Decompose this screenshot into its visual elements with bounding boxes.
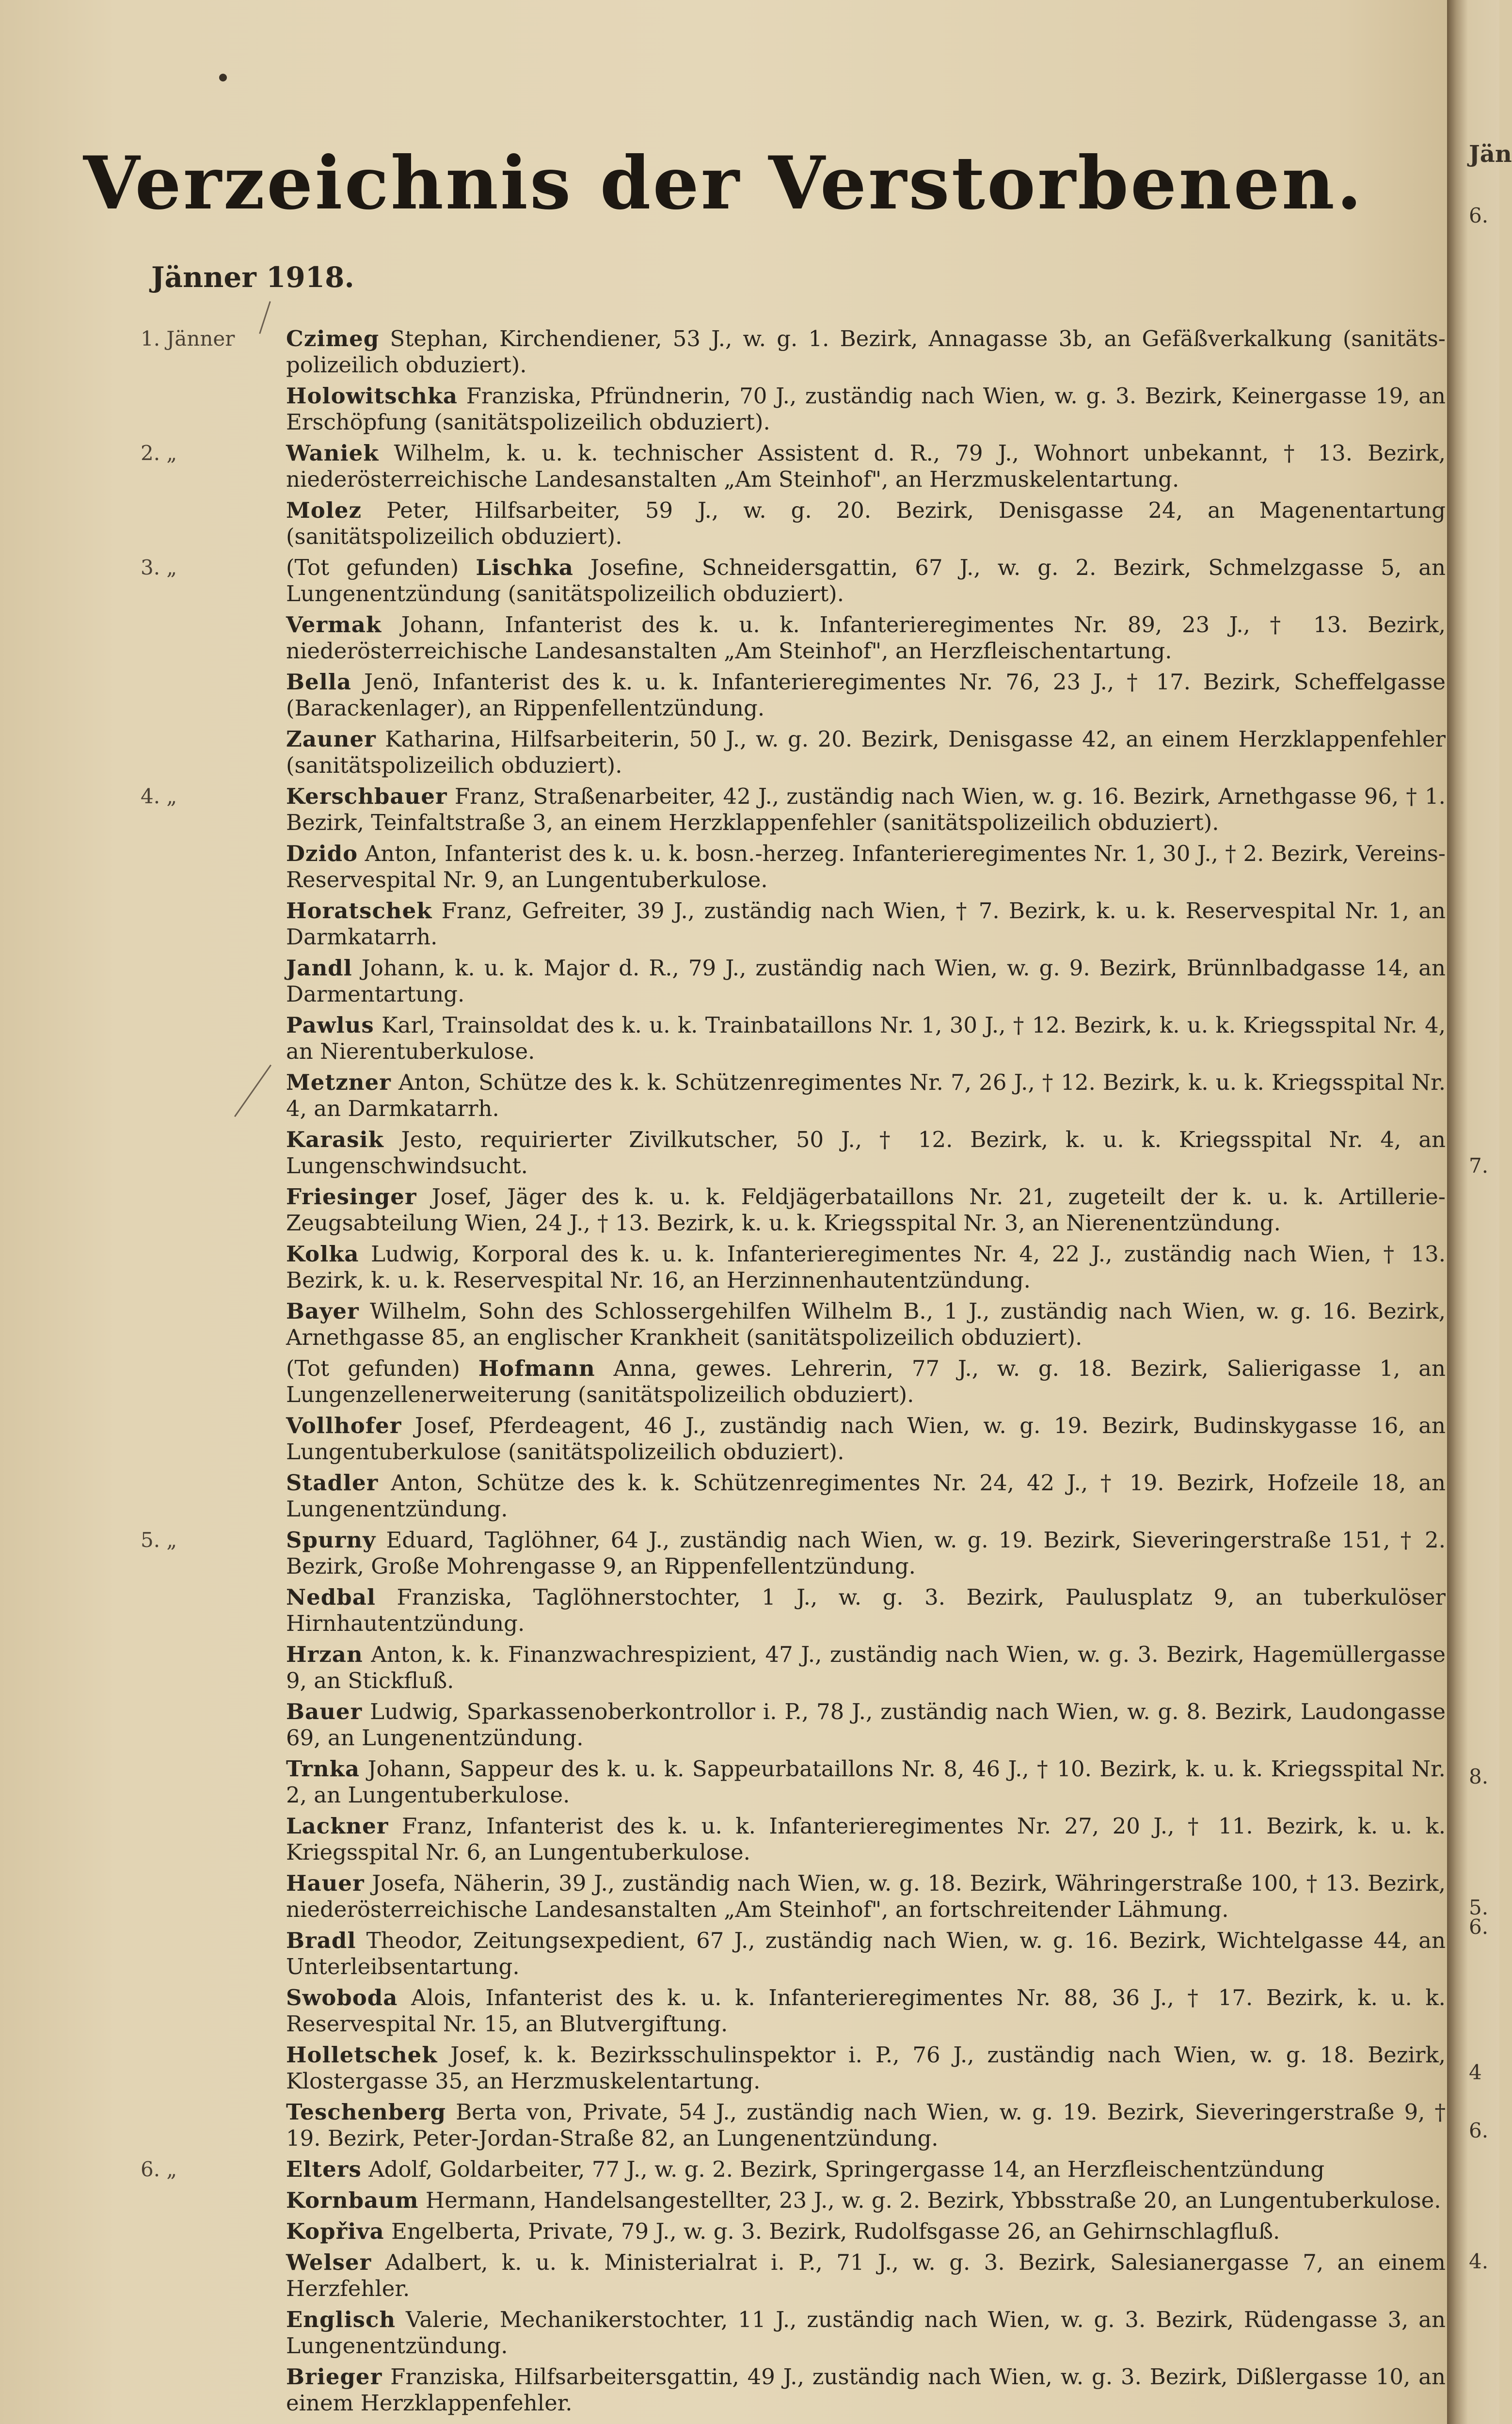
register-entry	[0, 1928, 1447, 1980]
entry-details: Theodor, Zeitungsexpedient, 67 J., zuständig nach Wien, w. g. 16. Bezirk, Wichtelgasse 44, an Unterleibsentartung.	[286, 1928, 1446, 1979]
next-page-fragment: 6.	[1469, 1915, 1489, 1939]
entry-text	[286, 2364, 1446, 2416]
register-entry	[0, 383, 1447, 435]
next-page-fragment: 4	[1469, 2060, 1482, 2084]
entry-details: Adalbert, k. u. k. Ministerialrat i. P., 71 J., w. g. 3. Bezirk, Salesianergasse 7, an einem Herzfehler.	[286, 2249, 1446, 2301]
entry-text	[286, 1527, 1446, 1579]
next-page-fragment: 5.	[1469, 1896, 1489, 1919]
deceased-name: Welser	[286, 2249, 372, 2275]
deceased-name: Metzner	[286, 1069, 391, 1095]
deceased-name: Molez	[286, 497, 362, 523]
entry-text	[286, 898, 1446, 950]
entry-text	[286, 1241, 1446, 1293]
entry-text	[286, 1870, 1446, 1923]
entry-details: Engelberta, Private, 79 J., w. g. 3. Bezirk, Rudolfsgasse 26, an Gehirnschlagfluß.	[391, 2218, 1280, 2244]
entry-text	[286, 1470, 1446, 1522]
register-entry	[0, 2156, 1447, 2183]
entry-text	[286, 1928, 1446, 1980]
entry-details: Eduard, Taglöhner, 64 J., zuständig nach Wien, w. g. 19. Bezirk, Sieveringerstraße 151, † 2. Bezirk, Große Mohrengasse 9, an Rippenfellentzündung.	[286, 1527, 1446, 1579]
entry-details: Valerie, Mechanikerstochter, 11 J., zuständig nach Wien, w. g. 3. Bezirk, Rüdengasse 3, an Lungenentzündung.	[286, 2307, 1446, 2359]
deceased-name: Holletschek	[286, 2042, 438, 2068]
entry-text	[286, 2187, 1446, 2214]
register-entry	[0, 1642, 1447, 1694]
next-page-fragment: Jän	[1469, 141, 1512, 168]
next-page-fragment: 6.	[1469, 2119, 1489, 2142]
entry-date: 3. „	[141, 556, 177, 579]
entry-text	[286, 1012, 1446, 1065]
deceased-name: Englisch	[286, 2307, 396, 2332]
next-page-fragment: 6.	[1469, 204, 1489, 227]
deceased-name: Kolka	[286, 1241, 359, 1267]
entry-details: Franz, Straßenarbeiter, 42 J., zuständig nach Wien, w. g. 16. Bezirk, Arnethgasse 96, † 1. Bezirk, Teinfaltstraße 3, an einem Herzklappenfehler (sanitätspolizeilich obduziert).	[286, 783, 1446, 835]
register-entry	[0, 612, 1447, 664]
deceased-name: Bradl	[286, 1928, 356, 1953]
entry-details: Josefine, Schneidersgattin, 67 J., w. g. 2. Bezirk, Schmelzgasse 5, an Lungenentzündung (sanitätspolizeilich obduziert).	[286, 555, 1446, 606]
entry-date: 4. „	[141, 784, 177, 808]
entry-prefix: (Tot gefunden)	[286, 1356, 460, 1381]
deceased-name: Vermak	[286, 612, 382, 638]
entry-text	[286, 1756, 1446, 1808]
register-entry	[0, 1699, 1447, 1751]
register-entry	[0, 1870, 1447, 1923]
entry-details: Anton, k. k. Finanzwachrespizient, 47 J., zuständig nach Wien, w. g. 3. Bezirk, Hagemüllergasse 9, an Stickfluß.	[286, 1642, 1446, 1693]
register-entry	[0, 497, 1447, 550]
entry-text	[286, 555, 1446, 607]
entry-text	[286, 783, 1446, 836]
entry-text	[286, 1413, 1446, 1465]
deceased-name: Holowitschka	[286, 383, 458, 409]
entry-details: Anton, Schütze des k. k. Schützenregimentes Nr. 7, 26 J., † 12. Bezirk, k. u. k. Kriegsspital Nr. 4, an Darmkatarrh.	[286, 1069, 1446, 1121]
deceased-name: Bella	[286, 669, 352, 695]
register-entry	[0, 2364, 1447, 2416]
entry-details: Ludwig, Sparkassenoberkontrollor i. P., 78 J., zuständig nach Wien, w. g. 8. Bezirk, Laudongasse 69, an Lungenentzündung.	[286, 1699, 1446, 1751]
register-entry	[0, 1184, 1447, 1236]
entry-text	[286, 1356, 1446, 1408]
deceased-name: Spurny	[286, 1527, 376, 1553]
entry-details: Josef, Jäger des k. u. k. Feldjägerbataillons Nr. 21, zugeteilt der k. u. k. Artillerie-Zeugsabteilung Wien, 24 J., † 13. Bezirk, k. u. k. Kriegsspital Nr. 3, an Nierenentzündung.	[286, 1184, 1446, 1236]
register-entry	[0, 326, 1447, 378]
entry-details: Johann, Sappeur des k. u. k. Sappeurbataillons Nr. 8, 46 J., † 10. Bezirk, k. u. k. Kriegsspital Nr. 2, an Lungentuberkulose.	[286, 1756, 1446, 1808]
register-entry	[0, 1012, 1447, 1065]
entry-text	[286, 1069, 1446, 1122]
entry-details: Franziska, Taglöhnerstochter, 1 J., w. g. 3. Bezirk, Paulusplatz 9, an tuberkulöser Hirnhautentzündung.	[286, 1584, 1446, 1636]
death-register-list	[0, 326, 1447, 2421]
deceased-name: Dzido	[286, 841, 358, 866]
register-entry	[0, 1813, 1447, 1866]
register-entry	[0, 2187, 1447, 2214]
deceased-name: Horatschek	[286, 898, 432, 924]
deceased-name: Lackner	[286, 1813, 389, 1839]
deceased-name: Karasik	[286, 1127, 384, 1152]
register-entry	[0, 2249, 1447, 2302]
entry-text	[286, 612, 1446, 664]
register-entry	[0, 1985, 1447, 2037]
register-entry	[0, 440, 1447, 493]
register-entry	[0, 898, 1447, 950]
entry-details: Katharina, Hilfsarbeiterin, 50 J., w. g. 20. Bezirk, Denisgasse 42, an einem Herzklappenfehler (sanitätspolizeilich obduziert).	[286, 726, 1446, 778]
entry-details: Franziska, Hilfsarbeitersgattin, 49 J., zuständig nach Wien, w. g. 3. Bezirk, Dißlergasse 10, an einem Herzklappenfehler.	[286, 2364, 1446, 2416]
deceased-name: Kornbaum	[286, 2187, 419, 2213]
deceased-name: Elters	[286, 2156, 362, 2182]
entry-details: Hermann, Handelsangestellter, 23 J., w. g. 2. Bezirk, Ybbsstraße 20, an Lungentuberkulose.	[425, 2187, 1441, 2213]
entry-text	[286, 1298, 1446, 1351]
deceased-name: Kerschbauer	[286, 783, 447, 809]
next-page-fragment: 7.	[1469, 1154, 1489, 1178]
entry-text	[286, 497, 1446, 550]
entry-details: Ludwig, Korporal des k. u. k. Infanterieregimentes Nr. 4, 22 J., zuständig nach Wien, † 13. Bezirk, k. u. k. Reservespital Nr. 16, an Herzinnenhautentzündung.	[286, 1241, 1446, 1293]
month-heading: Jänner 1918.	[151, 261, 354, 294]
register-entry	[0, 1584, 1447, 1637]
entry-text	[286, 383, 1446, 435]
deceased-name: Teschenberg	[286, 2099, 446, 2125]
deceased-name: Bayer	[286, 1298, 359, 1324]
entry-details: Wilhelm, k. u. k. technischer Assistent d. R., 79 J., Wohnort unbekannt, † 13. Bezirk, niederösterreichische Landesanstalten „Am Steinhof", an Herzmuskelentartung.	[286, 440, 1446, 492]
entry-date: 6. „	[141, 2157, 177, 2181]
deceased-name: Zauner	[286, 726, 376, 752]
next-page-edge	[1454, 0, 1512, 2424]
register-entry	[0, 2307, 1447, 2359]
register-entry	[0, 1527, 1447, 1579]
register-entry	[0, 1413, 1447, 1465]
register-entry	[0, 1470, 1447, 1522]
register-entry	[0, 1241, 1447, 1293]
entry-text	[286, 726, 1446, 779]
entry-text	[286, 2099, 1446, 2152]
deceased-name: Kopřiva	[286, 2218, 384, 2244]
entry-details: Anton, Infanterist des k. u. k. bosn.-herzeg. Infanterieregimentes Nr. 1, 30 J., † 2. Bezirk, Vereins-Reservespital Nr. 9, an Lungentuberkulose.	[286, 841, 1446, 893]
register-entry	[0, 2042, 1447, 2094]
entry-details: Josef, Pferdeagent, 46 J., zuständig nach Wien, w. g. 19. Bezirk, Budinskygasse 16, an Lungentuberkulose (sanitätspolizeilich obduziert).	[286, 1413, 1446, 1465]
entry-details: Alois, Infanterist des k. u. k. Infanterieregimentes Nr. 88, 36 J., † 17. Bezirk, k. u. k. Reservespital Nr. 15, an Blutvergiftung.	[286, 1985, 1446, 2037]
register-entry	[0, 669, 1447, 721]
entry-text	[286, 1642, 1446, 1694]
deceased-name: Hofmann	[478, 1356, 595, 1381]
entry-details: Anna, gewes. Lehrerin, 77 J., w. g. 18. Bezirk, Salierigasse 1, an Lungenzellenerweiterung (sanitätspolizeilich obduziert).	[286, 1356, 1446, 1407]
deceased-name: Hauer	[286, 1870, 365, 1896]
entry-text	[286, 955, 1446, 1007]
entry-details: Johann, Infanterist des k. u. k. Infanterieregimentes Nr. 89, 23 J., † 13. Bezirk, niederösterreichische Landesanstalten „Am Steinhof", an Herzfleischentartung.	[286, 612, 1446, 664]
deceased-name: Trnka	[286, 1756, 360, 1782]
entry-details: Franziska, Pfründnerin, 70 J., zuständig nach Wien, w. g. 3. Bezirk, Keinergasse 19, an Erschöpfung (sanitätspolizeilich obduziert).	[286, 383, 1446, 435]
register-entry	[0, 783, 1447, 836]
entry-text	[286, 1813, 1446, 1866]
deceased-name: Lischka	[476, 555, 573, 580]
entry-details: Wilhelm, Sohn des Schlossergehilfen Wilhelm B., 1 J., zuständig nach Wien, w. g. 16. Bezirk, Arnethgasse 85, an englischer Krankheit (sanitätspolizeilich obduziert).	[286, 1298, 1446, 1350]
register-entry	[0, 2218, 1447, 2245]
entry-text	[286, 841, 1446, 893]
deceased-name: Brieger	[286, 2364, 382, 2390]
deceased-name: Czimeg	[286, 326, 380, 351]
entry-text	[286, 1584, 1446, 1637]
page-title: Verzeichnis der Verstorbenen.	[83, 141, 1364, 226]
deceased-name: Nedbal	[286, 1584, 376, 1610]
entry-text	[286, 440, 1446, 493]
deceased-name: Waniek	[286, 440, 379, 466]
entry-details: Josef, k. k. Bezirksschulinspektor i. P., 76 J., zuständig nach Wien, w. g. 18. Bezirk, Klostergasse 35, an Herzmuskelentartung.	[286, 2042, 1446, 2094]
register-entry	[0, 955, 1447, 1007]
entry-text	[286, 1184, 1446, 1236]
deceased-name: Friesinger	[286, 1184, 417, 1210]
register-entry	[0, 1298, 1447, 1351]
deceased-name: Stadler	[286, 1470, 379, 1496]
entry-details: Berta von, Private, 54 J., zuständig nach Wien, w. g. 19. Bezirk, Sieveringerstraße 9, † 19. Bezirk, Peter-Jordan-Straße 82, an Lungenentzündung.	[286, 2099, 1446, 2151]
deceased-name: Vollhofer	[286, 1413, 402, 1438]
entry-text	[286, 1127, 1446, 1179]
deceased-name: Pawlus	[286, 1012, 374, 1038]
register-entry	[0, 841, 1447, 893]
deceased-name: Jandl	[286, 955, 352, 981]
entry-details: Franz, Gefreiter, 39 J., zuständig nach Wien, † 7. Bezirk, k. u. k. Reservespital Nr. 1, an Darmkatarrh.	[286, 898, 1446, 950]
register-entry	[0, 1756, 1447, 1808]
entry-text	[286, 2042, 1446, 2094]
register-entry	[0, 726, 1447, 779]
deceased-name: Hrzan	[286, 1642, 363, 1667]
entry-details: Jenö, Infanterist des k. u. k. Infanterieregimentes Nr. 76, 23 J., † 17. Bezirk, Scheffelgasse (Barackenlager), an Rippenfellentzündung.	[286, 669, 1446, 721]
entry-details: Franz, Infanterist des k. u. k. Infanterieregimentes Nr. 27, 20 J., † 11. Bezirk, k. u. k. Kriegsspital Nr. 6, an Lungentuberkulose.	[286, 1813, 1446, 1865]
entry-details: Karl, Trainsoldat des k. u. k. Trainbataillons Nr. 1, 30 J., † 12. Bezirk, k. u. k. Kriegsspital Nr. 4, an Nierentuberkulose.	[286, 1012, 1446, 1064]
register-entry	[0, 555, 1447, 607]
entry-text	[286, 2156, 1446, 2183]
entry-prefix: (Tot gefunden)	[286, 555, 459, 580]
register-entry	[0, 2099, 1447, 2152]
entry-text	[286, 326, 1446, 378]
entry-date: 1. Jänner	[141, 327, 235, 351]
entry-date: 2. „	[141, 441, 177, 465]
entry-details: Josefa, Näherin, 39 J., zuständig nach Wien, w. g. 18. Bezirk, Währingerstraße 100, † 13. Bezirk, niederösterreichische Landesanstalten „Am Steinhof", an fortschreitender Lähmung.	[286, 1870, 1446, 1922]
register-entry	[0, 1069, 1447, 1122]
entry-details: Peter, Hilfsarbeiter, 59 J., w. g. 20. Bezirk, Denisgasse 24, an Magenentartung (sanitätspolizeilich obduziert).	[286, 497, 1446, 549]
entry-details: Stephan, Kirchendiener, 53 J., w. g. 1. Bezirk, Annagasse 3b, an Gefäßverkalkung (sanitäts-polizeilich obduziert).	[286, 326, 1446, 378]
entry-details: Anton, Schütze des k. k. Schützenregimentes Nr. 24, 42 J., † 19. Bezirk, Hofzeile 18, an Lungenentzündung.	[286, 1470, 1446, 1522]
entry-text	[286, 2218, 1446, 2245]
register-entry	[0, 1127, 1447, 1179]
ink-dot	[219, 74, 227, 81]
register-entry	[0, 1356, 1447, 1408]
entry-details: Adolf, Goldarbeiter, 77 J., w. g. 2. Bezirk, Springergasse 14, an Herzfleischentzündung	[368, 2156, 1325, 2182]
next-page-fragment: 8.	[1469, 1765, 1489, 1788]
entry-text	[286, 2249, 1446, 2302]
entry-details: Jesto, requirierter Zivilkutscher, 50 J., † 12. Bezirk, k. u. k. Kriegsspital Nr. 4, an Lungenschwindsucht.	[286, 1127, 1446, 1179]
entry-details: Johann, k. u. k. Major d. R., 79 J., zuständig nach Wien, w. g. 9. Bezirk, Brünnlbadgasse 14, an Darmentartung.	[286, 955, 1446, 1007]
deceased-name: Bauer	[286, 1699, 363, 1724]
entry-text	[286, 1699, 1446, 1751]
entry-date: 5. „	[141, 1528, 177, 1552]
entry-text	[286, 669, 1446, 721]
entry-text	[286, 2307, 1446, 2359]
next-page-fragment: 4.	[1469, 2249, 1489, 2273]
deceased-name: Swoboda	[286, 1985, 398, 2010]
entry-text	[286, 1985, 1446, 2037]
